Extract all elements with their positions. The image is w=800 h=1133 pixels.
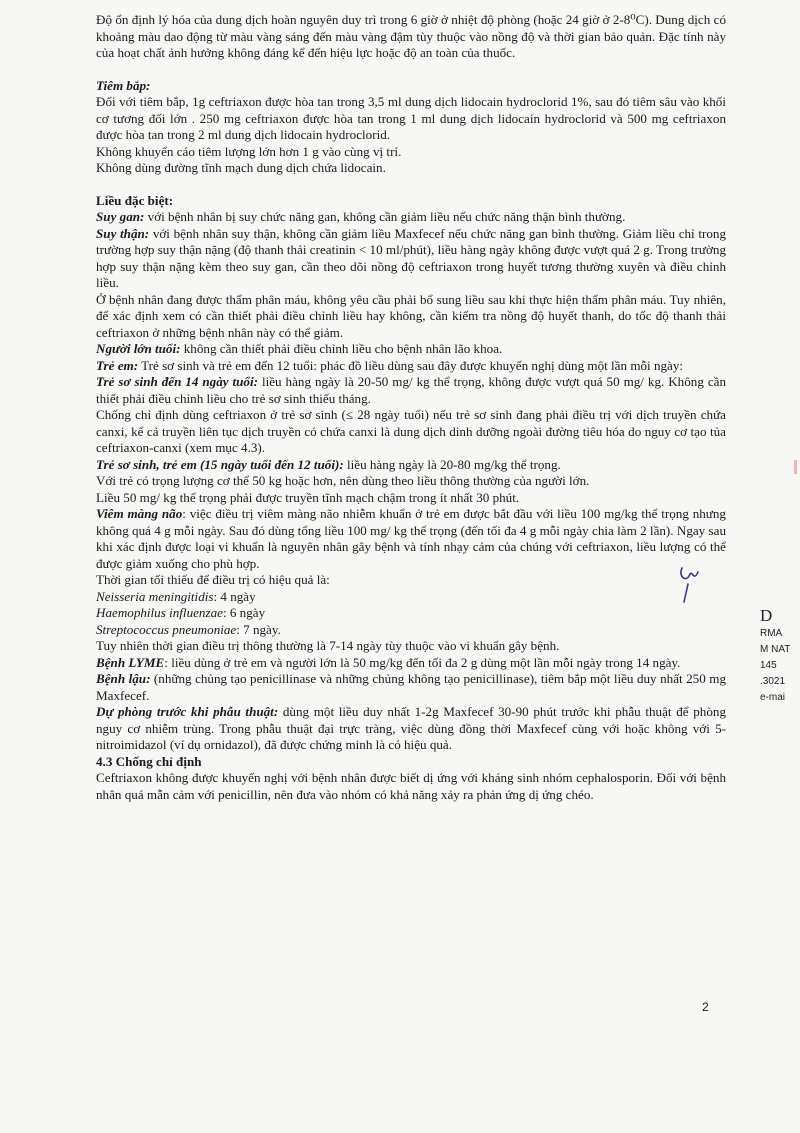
lyme-label: Bệnh LYME [96, 654, 165, 670]
handwritten-initial-icon [676, 562, 702, 606]
gonorrhea-text: (những chủng tạo penicillinase và những chủng không tạo penicillinase), tiêm bắp một liều duy nhất 250 mg Maxfecef. [96, 671, 726, 703]
liver-paragraph [96, 209, 726, 226]
organism-name: Haemophilus influenzae [96, 605, 223, 620]
meningitis-text: : việc điều trị viêm màng não nhiễm khuẩn ở trẻ em được bắt đầu với liều 100 mg/kg thể trọng nhưng không quá 4 g mỗi ngày. Sau đó dùng tổng liều 100 mg/ kg thể trọng (đến tối đa 4 g mỗi ngày chia làm 2 lần). Ngay sau khi xác định được loại vi khuẩn là nguyên nhân gây bệnh và tính nhạy cảm của chúng với ceftriaxon, liều lượng có thể được giảm xuống cho phù hợp. [96, 506, 726, 571]
im-warning-1: Không khuyến cáo tiêm lượng lớn hơn 1 g vào cùng vị trí. [96, 143, 402, 159]
margin-mark [794, 460, 797, 474]
infant-label: Trẻ sơ sinh, trẻ em (15 ngày tuổi đến 12 tuổi): [96, 456, 344, 472]
document-body [96, 12, 726, 803]
elderly-label: Người lớn tuổi: [96, 341, 181, 356]
infant-text: liều hàng ngày là 20-80 mg/kg thể trọng. [343, 456, 561, 472]
elderly-paragraph [96, 341, 726, 358]
usual-duration-paragraph: Tuy nhiên thời gian điều trị thông thường là 7-14 ngày tùy thuộc vào vi khuẩn gây bệnh. [96, 638, 560, 653]
kidney-paragraph [96, 226, 726, 292]
special-dose-heading: Liều đặc biệt: [96, 192, 174, 208]
organism-days: : 4 ngày [213, 588, 256, 604]
lyme-paragraph [96, 655, 726, 672]
calcium-paragraph: Chống chỉ định dùng ceftriaxon ở trẻ sơ sinh (≤ 28 ngày tuổi) nếu trẻ sơ sinh đang phải điều trị với dịch truyền chứa canxi, kể cả truyền liên tục dịch truyền có chứa canxi là dung dịch dinh dưỡng ngoài đường tiêu hóa do nguy cơ tạo tủa ceftriaxon-canxi (xem mục 4.3). [96, 407, 726, 455]
organism-days: : 6 ngày [222, 605, 266, 620]
min-time-paragraph: Thời gian tối thiểu để điều trị có hiệu quả là: [96, 572, 330, 587]
contraindications-paragraph: Ceftriaxon không được khuyến nghị với bệnh nhân được biết dị ứng với kháng sinh nhóm cephalosporin. Đối với bệnh nhân quá mẫn cảm với penicillin, nên đưa vào nhóm có khả năng xảy ra phản ứng dị ứng chéo. [96, 770, 726, 802]
liver-text: với bệnh nhân bị suy chức năng gan, không cần giảm liều nếu chức năng thận bình thường. [144, 209, 626, 224]
prophylaxis-text: dùng một liều duy nhất 1-2g Maxfecef 30-90 phút trước khi phẫu thuật để phòng nguy cơ nhiễm trùng. Trong phẫu thuật đại trực tràng, việc dùng đồng thời Maxfecef cùng với hoặc không với 5-nitroimidazol (ví dụ ornidazol), đã được chứng minh là có hiệu quả. [96, 704, 726, 752]
stamp-line: D [760, 606, 773, 625]
stamp-line: .3021 [760, 676, 786, 687]
organism-line [96, 622, 726, 639]
organism-line [96, 589, 726, 606]
neonate-label: Trẻ sơ sinh đến 14 ngày tuổi: [96, 374, 258, 389]
gonorrhea-paragraph [96, 671, 726, 704]
im-heading: Tiêm bắp: [96, 77, 151, 93]
im-paragraph: Đối với tiêm bắp, 1g ceftriaxon được hòa tan trong 3,5 ml dung dịch lidocain hydroclorid 1%, sau đó tiêm sâu vào khối cơ tương đối lớn . 250 mg ceftriaxon được hòa tan trong 1 ml dung dịch lidocain hydroclorid và 500 mg ceftriaxon được hòa tan trong 2 ml dung dịch lidocain hydroclorid. [96, 94, 726, 142]
meningitis-paragraph [96, 506, 726, 572]
over-50kg-paragraph: Với trẻ có trọng lượng cơ thể 50 kg hoặc hơn, nên dùng theo liều thông thường của người lớn. [96, 473, 590, 488]
contraindications-heading: 4.3 Chống chỉ định [96, 753, 202, 769]
children-text: Trẻ sơ sinh và trẻ em đến 12 tuổi: phác đồ liều dùng sau đây được khuyến nghị dùng một lần mỗi ngày: [138, 357, 684, 373]
stamp-line: M NAT [760, 644, 791, 655]
organism-line [96, 605, 726, 622]
elderly-text: không cần thiết phải điều chỉnh liều cho bệnh nhân lão khoa. [180, 341, 503, 356]
neonate-text: liều hàng ngày là 20-50 mg/ kg thể trọng, không được vượt quá 50 mg/ kg. Không cần thiết phải điều chỉnh liều cho trẻ sơ sinh thiếu tháng. [96, 374, 726, 406]
page-number: 2 [702, 1000, 709, 1014]
kidney-text: với bệnh nhân suy thận, không cần giảm liều Maxfecef nếu chức năng gan bình thường. Giảm liều chỉ trong trường hợp suy thận nặng (độ thanh thải creatinin < 10 ml/phút), liều hàng ngày không được vượt quá 2 g. Trong trường hợp suy thận nặng kèm theo suy gan, cần theo dõi nồng độ ceftriaxon trong huyết tương thường xuyên và điều chỉnh liều. [96, 225, 726, 290]
infant-paragraph [96, 457, 726, 474]
stamp-line: 145 [760, 660, 777, 671]
organism-days: : 7 ngày. [236, 621, 281, 637]
dialysis-paragraph: Ở bệnh nhân đang được thẩm phân máu, không yêu cầu phải bổ sung liều sau khi thực hiện thẩm phân máu. Tuy nhiên, để xác định xem có cần thiết phải điều chỉnh liều hay không, cần kiểm tra nồng độ huyết thanh, do tốc độ thanh thải ceftriaxon ở những bệnh nhân này có thể giảm. [96, 291, 726, 340]
lyme-text: : liều dùng ở trẻ em và người lớn là 50 mg/kg đến tối đa 2 g dùng một lần mỗi ngày trong 14 ngày. [164, 654, 681, 670]
kidney-label: Suy thận: [96, 225, 150, 241]
prophylaxis-paragraph [96, 704, 726, 754]
liver-label: Suy gan: [96, 209, 145, 224]
gonorrhea-label: Bệnh lậu: [96, 671, 151, 686]
prophylaxis-label: Dự phòng trước khi phẫu thuật: [96, 704, 279, 719]
children-label: Trẻ em: [96, 357, 139, 373]
stamp-line: RMA [760, 628, 783, 639]
children-paragraph [96, 358, 726, 375]
organism-name: Neisseria meningitidis [96, 588, 214, 604]
im-warning-2: Không dùng đường tĩnh mạch dung dịch chứa lidocain. [96, 160, 386, 175]
meningitis-label: Viêm màng não [96, 506, 183, 521]
stability-paragraph: Độ ổn định lý hóa của dung dịch hoàn nguyên duy trì trong 6 giờ ở nhiệt độ phòng (hoặc 24 giờ ở 2-8⁰C). Dung dịch có khoảng màu dao động từ màu vàng sáng đến màu vàng đậm tùy thuộc vào nồng độ và thời gian bảo quản. Đặc tính này của hoạt chất ảnh hưởng không đáng kể đến hiệu lực hoặc độ an toàn của thuốc. [96, 12, 726, 60]
clipped-stamp [760, 606, 800, 706]
stamp-line: e-mai [760, 692, 786, 703]
organism-name: Streptococcus pneumoniae [96, 621, 237, 637]
neonate-paragraph [96, 374, 726, 407]
infusion-paragraph: Liều 50 mg/ kg thể trọng phải được truyền tĩnh mạch chậm trong ít nhất 30 phút. [96, 489, 520, 505]
